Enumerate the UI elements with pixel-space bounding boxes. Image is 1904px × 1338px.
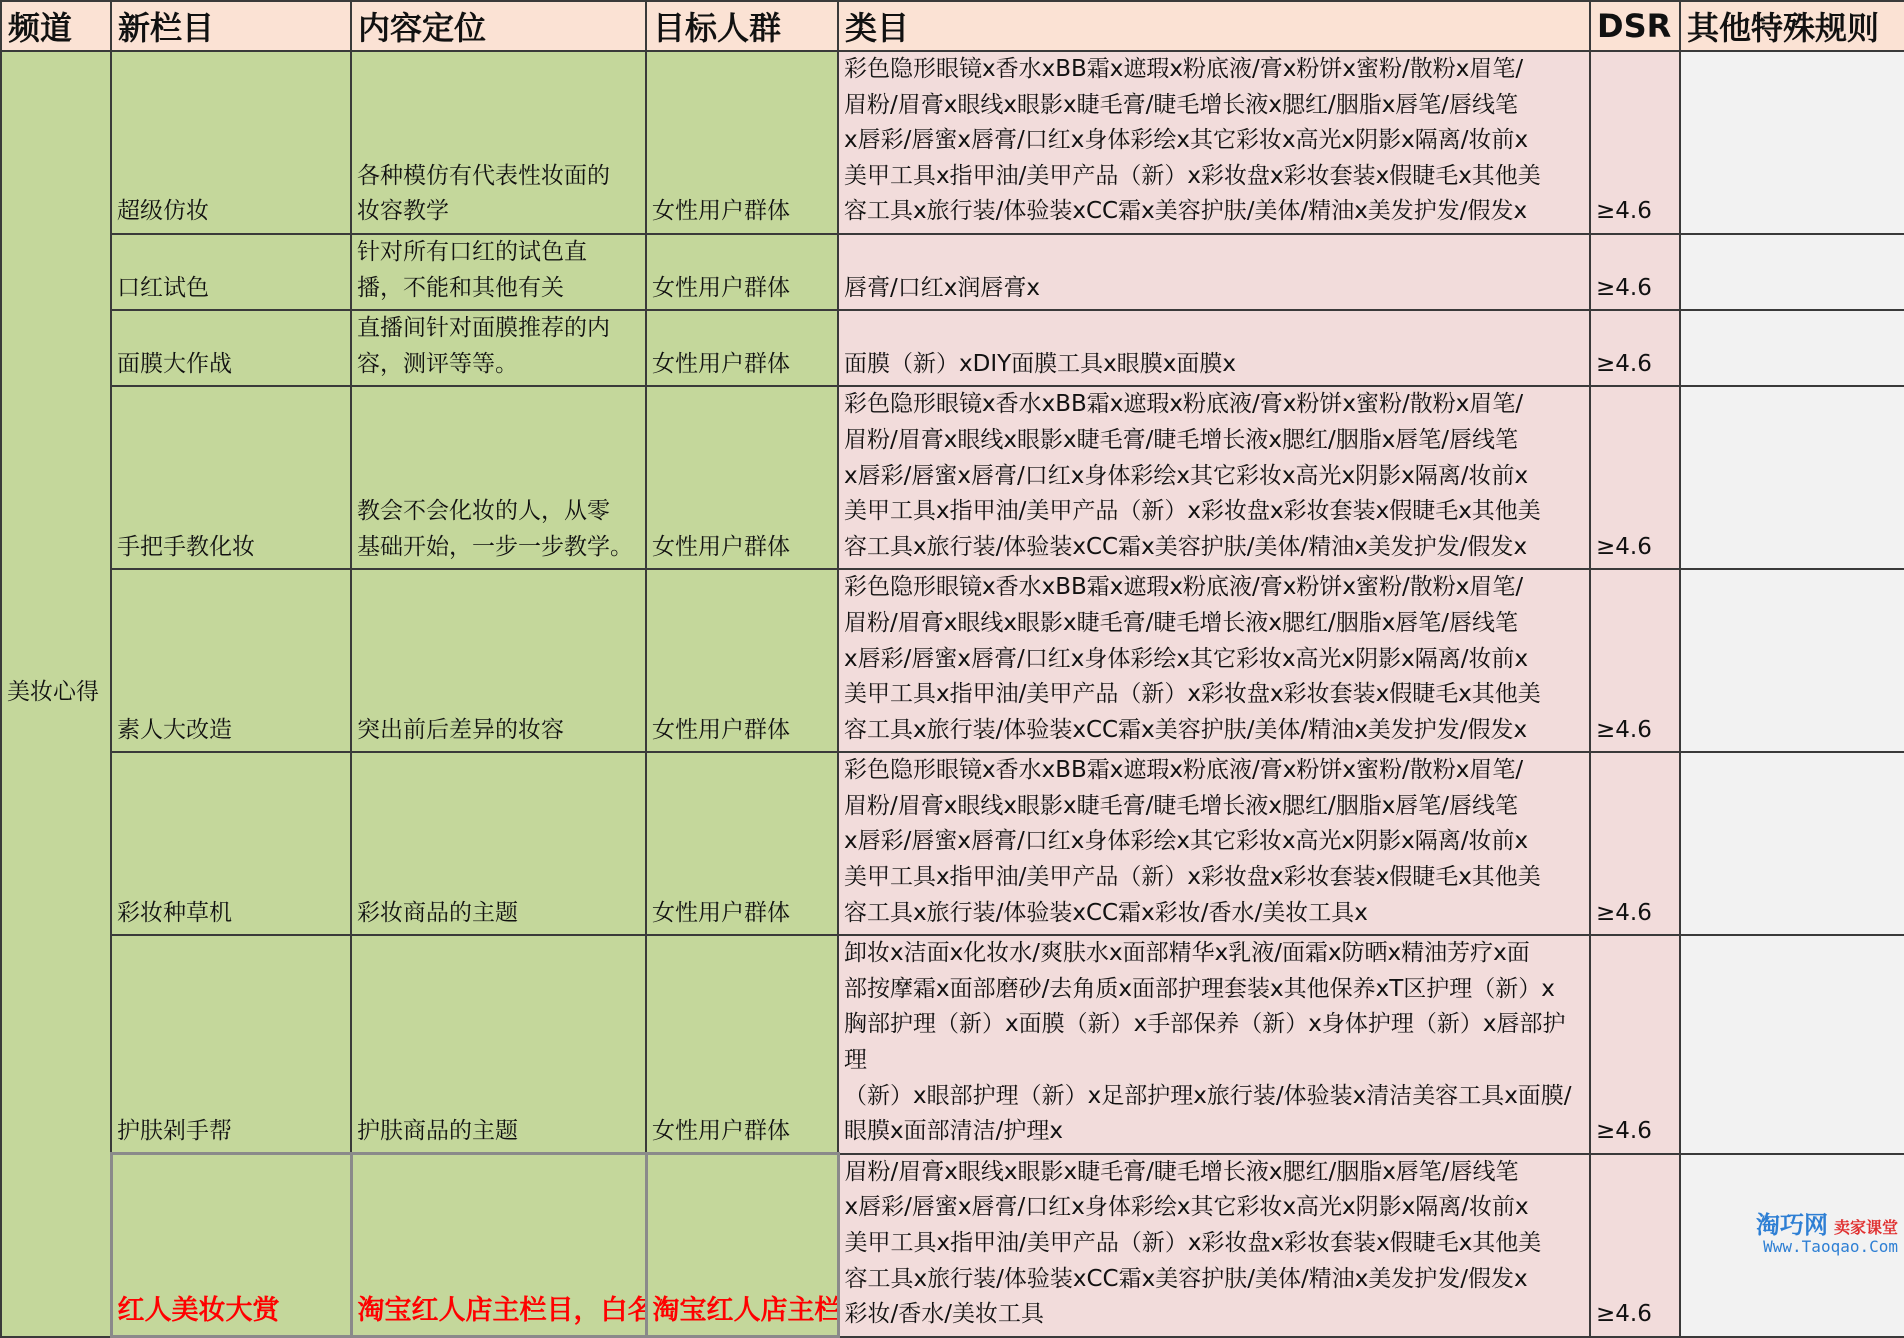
header-channel: 频道 [1, 1, 111, 51]
table-row [1, 310, 1904, 386]
content-cell: 各种模仿有代表性妆面的 妆容教学 [351, 51, 646, 234]
category-cell: 眉粉/眉膏x眼线x眼影x睫毛膏/睫毛增长液x腮红/胭脂x唇笔/唇线笔 x唇彩/唇蜜x唇膏/口红x身体彩绘x其它彩妆x高光x阴影x隔离/妆前x 美甲工具x指甲油/美甲产品（新）x彩妆盘x彩妆套装x假睫毛x其他美 容工具x旅行装/体验装xCC霜x美容护肤/美体/精油x美发护发/假发x 彩妆/香水/美妆工具 [838, 1154, 1590, 1337]
header-row [1, 1, 1904, 51]
header-content: 内容定位 [351, 1, 646, 51]
rules-cell [1680, 310, 1904, 386]
dsr-cell: ≥4.6 [1590, 569, 1680, 752]
rules-cell [1680, 752, 1904, 935]
table-row [1, 935, 1904, 1154]
dsr-cell: ≥4.6 [1590, 935, 1680, 1154]
category-cell: 唇膏/口红x润唇膏x [838, 234, 1590, 310]
column-cell: 红人美妆大赏 [111, 1154, 351, 1337]
table-row [1, 569, 1904, 752]
watermark-logo: 淘巧网 [1756, 1211, 1828, 1239]
column-cell: 手把手教化妆 [111, 386, 351, 569]
category-cell: 卸妆x洁面x化妆水/爽肤水x面部精华x乳液/面霜x防晒x精油芳疗x面 部按摩霜x面部磨砂/去角质x面部护理套装x其他保养xT区护理（新）x 胸部护理（新）x面膜（新）x手部保养（新）x身体护理（新）x唇部护理 （新）x眼部护理（新）x足部护理x旅行装/体验装x清洁美容工具x面膜/ 眼膜x面部清洁/护理x [838, 935, 1590, 1154]
column-cell: 素人大改造 [111, 569, 351, 752]
table-row [1, 386, 1904, 569]
dsr-cell: ≥4.6 [1590, 310, 1680, 386]
dsr-cell: ≥4.6 [1590, 752, 1680, 935]
content-cell: 教会不会化妆的人，从零 基础开始，一步一步教学。 [351, 386, 646, 569]
column-cell: 超级仿妆 [111, 51, 351, 234]
table-row [1, 1154, 1904, 1337]
table-row [1, 51, 1904, 234]
category-cell: 面膜（新）xDIY面膜工具x眼膜x面膜x [838, 310, 1590, 386]
content-cell: 彩妆商品的主题 [351, 752, 646, 935]
watermark-tag: 卖家课堂 [1834, 1218, 1898, 1237]
dsr-cell: ≥4.6 [1590, 51, 1680, 234]
audience-cell: 女性用户群体 [646, 752, 838, 935]
audience-cell: 女性用户群体 [646, 569, 838, 752]
dsr-cell: ≥4.6 [1590, 234, 1680, 310]
content-cell: 突出前后差异的妆容 [351, 569, 646, 752]
category-cell: 彩色隐形眼镜x香水xBB霜x遮瑕x粉底液/膏x粉饼x蜜粉/散粉x眉笔/ 眉粉/眉膏x眼线x眼影x睫毛膏/睫毛增长液x腮红/胭脂x唇笔/唇线笔 x唇彩/唇蜜x唇膏/口红x身体彩绘x其它彩妆x高光x阴影x隔离/妆前x 美甲工具x指甲油/美甲产品（新）x彩妆盘x彩妆套装x假睫毛x其他美 容工具x旅行装/体验装xCC霜x美容护肤/美体/精油x美发护发/假发x [838, 386, 1590, 569]
column-cell: 面膜大作战 [111, 310, 351, 386]
header-dsr: DSR [1590, 1, 1680, 51]
audience-cell: 女性用户群体 [646, 310, 838, 386]
audience-cell: 女性用户群体 [646, 51, 838, 234]
category-cell: 彩色隐形眼镜x香水xBB霜x遮瑕x粉底液/膏x粉饼x蜜粉/散粉x眉笔/ 眉粉/眉膏x眼线x眼影x睫毛膏/睫毛增长液x腮红/胭脂x唇笔/唇线笔 x唇彩/唇蜜x唇膏/口红x身体彩绘x其它彩妆x高光x阴影x隔离/妆前x 美甲工具x指甲油/美甲产品（新）x彩妆盘x彩妆套装x假睫毛x其他美 容工具x旅行装/体验装xCC霜x美容护肤/美体/精油x美发护发/假发x [838, 51, 1590, 234]
column-cell: 彩妆种草机 [111, 752, 351, 935]
rules-cell [1680, 51, 1904, 234]
content-cell: 淘宝红人店主栏目，白名 [351, 1154, 646, 1337]
audience-cell: 淘宝红人店主栏 [646, 1154, 838, 1337]
rules-cell [1680, 569, 1904, 752]
header-audience: 目标人群 [646, 1, 838, 51]
audience-cell: 女性用户群体 [646, 935, 838, 1154]
rules-cell [1680, 234, 1904, 310]
watermark-url: Www.Taoqao.Com [1756, 1238, 1898, 1256]
column-cell: 口红试色 [111, 234, 351, 310]
audience-cell: 女性用户群体 [646, 386, 838, 569]
audience-cell: 女性用户群体 [646, 234, 838, 310]
category-cell: 彩色隐形眼镜x香水xBB霜x遮瑕x粉底液/膏x粉饼x蜜粉/散粉x眉笔/ 眉粉/眉膏x眼线x眼影x睫毛膏/睫毛增长液x腮红/胭脂x唇笔/唇线笔 x唇彩/唇蜜x唇膏/口红x身体彩绘x其它彩妆x高光x阴影x隔离/妆前x 美甲工具x指甲油/美甲产品（新）x彩妆盘x彩妆套装x假睫毛x其他美 容工具x旅行装/体验装xCC霜x彩妆/香水/美妆工具x [838, 752, 1590, 935]
dsr-cell: ≥4.6 [1590, 1154, 1680, 1337]
category-cell: 彩色隐形眼镜x香水xBB霜x遮瑕x粉底液/膏x粉饼x蜜粉/散粉x眉笔/ 眉粉/眉膏x眼线x眼影x睫毛膏/睫毛增长液x腮红/胭脂x唇笔/唇线笔 x唇彩/唇蜜x唇膏/口红x身体彩绘x其它彩妆x高光x阴影x隔离/妆前x 美甲工具x指甲油/美甲产品（新）x彩妆盘x彩妆套装x假睫毛x其他美 容工具x旅行装/体验装xCC霜x美容护肤/美体/精油x美发护发/假发x [838, 569, 1590, 752]
rules-cell [1680, 386, 1904, 569]
header-category: 类目 [838, 1, 1590, 51]
content-cell: 护肤商品的主题 [351, 935, 646, 1154]
content-cell: 针对所有口红的试色直 播，不能和其他有关 [351, 234, 646, 310]
site-watermark [1756, 1212, 1898, 1256]
column-cell: 护肤剁手帮 [111, 935, 351, 1154]
header-column: 新栏目 [111, 1, 351, 51]
rules-cell [1680, 935, 1904, 1154]
table-row [1, 234, 1904, 310]
dsr-cell: ≥4.6 [1590, 386, 1680, 569]
table-row [1, 752, 1904, 935]
channel-cell: 美妆心得 [1, 51, 111, 1337]
header-rules: 其他特殊规则 [1680, 1, 1904, 51]
content-cell: 直播间针对面膜推荐的内 容，测评等等。 [351, 310, 646, 386]
